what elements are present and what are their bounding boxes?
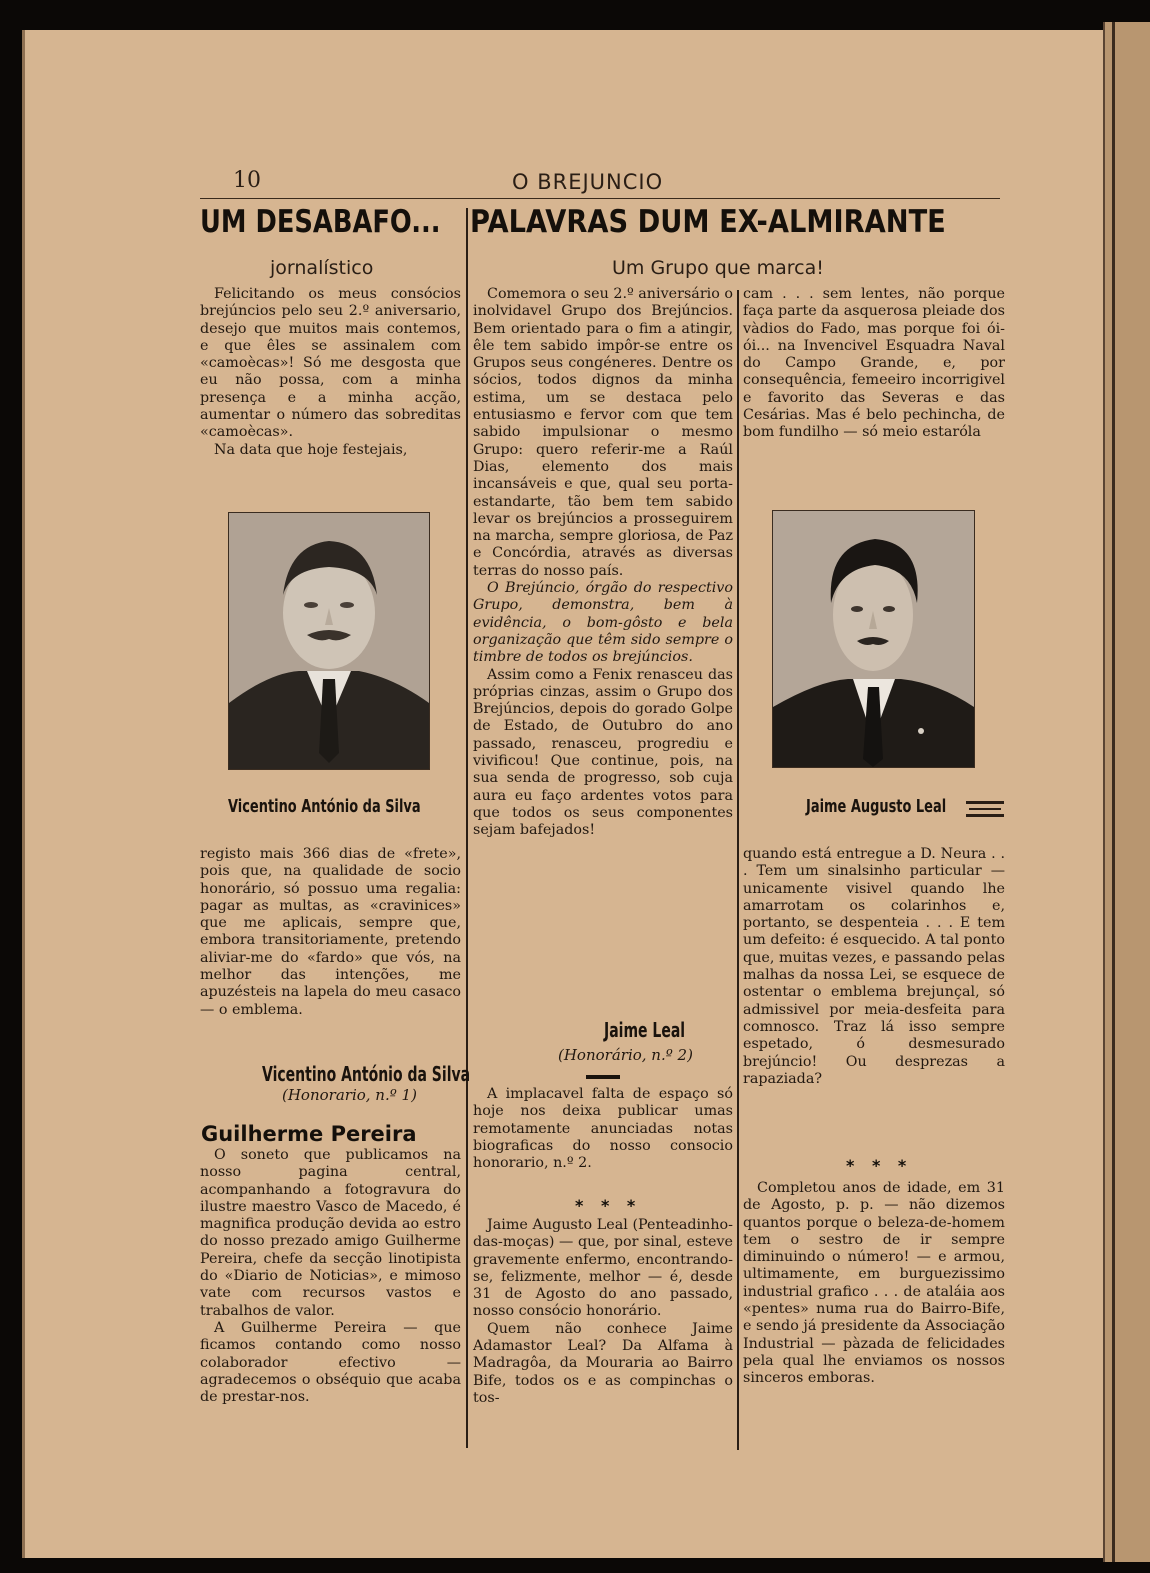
portrait-jaime	[772, 510, 975, 768]
middle-paragraph-1: Comemora o seu 2.º aniversário o inolvidavel Grupo dos Brejúncios. Bem orientado para o fim a atingir, êle tem sabido impôr-se entre os Grupos seus congéneres. Dentre os sócios, todos dignos da minha estima, um se destaca pelo entusiasmo e fervor com que tem sabido impulsionar o mesmo Grupo: quero referir-me a Raúl Dias, elemento dos mais incansáveis e que, qual seu porta-estandarte, tão bem tem sabido levar os brejúncios a prosseguirem na marcha, sempre gloriosa, de Paz e Concórdia, através as diversas terras do nosso país.	[473, 286, 733, 579]
middle-kicker: Um Grupo que marca!	[612, 257, 824, 279]
right-column-middle	[743, 846, 1005, 1088]
signature-jaime: Jaime Leal	[604, 1018, 686, 1042]
binding-line	[1112, 22, 1115, 1562]
left-paragraph-4: O soneto que publicamos na nosso pagina central, acompanhando a fotogravura do ilustre maestro Vasco de Macedo, é magnifica produção devida ao estro do nosso prezado amigo Guilherme Pereira, chefe da secção linotipista do «Diario de Noticias», e mimoso vate com recursos vastos e trabalhos de valor.	[200, 1147, 461, 1319]
left-kicker: jornalístico	[270, 257, 374, 279]
header-rule	[200, 198, 1000, 199]
left-paragraph-2: Na data que hoje festejais,	[214, 441, 408, 458]
middle-paragraph-2: O Brejúncio, órgão do respectivo Grupo, demonstra, bem à evidência, o bom-gôsto e bela organização que têm sido sempre o timbre de todos os brejúncios.	[473, 580, 733, 666]
signature-jaime-sub: (Honorário, n.º 2)	[558, 1046, 693, 1064]
right-column-bottom	[743, 1180, 1005, 1388]
middle-paragraph-6: Quem não conhece Jaime Adamastor Leal? Da Alfama à Madragôa, da Mouraria ao Bairro Bife, todos os e as compinchas o tos-	[473, 1320, 733, 1406]
column-rule-left	[466, 208, 468, 1448]
caption-vicentino: Vicentino António da Silva	[228, 796, 421, 817]
signature-vicentino-sub: (Honorario, n.º 1)	[282, 1086, 417, 1104]
left-paragraph-1: Felicitando os meus consócios brejúncios pelo seu 2.º aniversario, desejo que muitos mais contemos, e que êles se assinalem com «camoècas»! Só me desgosta que eu não possa, com a minha presença e a minha acção, aumentar o número das sobreditas «camoècas».	[200, 286, 461, 441]
caption-jaime: Jaime Augusto Leal	[806, 796, 947, 817]
subhead-guilherme: Guilherme Pereira	[201, 1122, 417, 1146]
left-column-middle	[200, 846, 461, 1019]
right-paragraph-1: cam . . . sem lentes, não porque faça parte da asquerosa pleiade dos vàdios do Fado, mas porque foi ói-ói... na Invencivel Esquadra Naval do Campo Grande, e, por consequência, femeeiro incorrigivel e favorito das Severas e das Cesárias. Mas é belo pechincha, de bom fundilho — só meio estaróla	[743, 286, 1005, 441]
page-left-edge	[22, 30, 25, 1558]
right-paragraph-2: quando está entregue a D. Neura . . . Tem um sinalsinho particular — unicamente visivel quando lhe amarrotam os colarinhos e, portanto, se despenteia . . . E tem um defeito: é esquecido. A tal ponto que, muitas vezes, e passando pelas malhas da nossa Lei, se esquece de ostentar o emblema brejunçal, só admissivel por meia-desfeita para comnosco. Traz lá isso sempre espetado, ó desmesurado brejúncio! Ou desprezas a rapaziada?	[743, 846, 1005, 1087]
page-number: 10	[233, 168, 261, 193]
right-column-top	[743, 286, 1005, 442]
stars-separator-right: * * *	[846, 1156, 913, 1175]
middle-headline: PALAVRAS DUM EX-ALMIRANTE	[470, 204, 946, 240]
middle-column-bottom-a	[473, 1086, 733, 1172]
left-paragraph-3: registo mais 366 dias de «frete», pois que, na qualidade de socio honorário, só possuo uma regalia: pagar as multas, as «cravinices» que me aplicais, sempre que, embora transitoriamente, pretendo aliviar-me do «fardo» que vós, na melhor das intenções, me apuzésteis na lapela do meu casaco — o emblema.	[200, 846, 461, 1018]
signature-vicentino: Vicentino António da Silva	[262, 1062, 471, 1086]
right-paragraph-3: Completou anos de idade, em 31 de Agosto, p. p. — não dizemos quantos porque o beleza-de-homem tem o sestro de ir sempre diminuindo o número! — e armou, ultimamente, em burguezissimo industrial grafico . . . de ataláia aos «pentes» numa rua do Bairro-Bife, e sendo já presidente da Associação Industrial — pàzada de felicidades pela qual lhe enviamos os nossos sinceros emboras.	[743, 1180, 1005, 1387]
masthead-title: O BREJUNCIO	[512, 170, 664, 194]
portrait-vicentino	[228, 512, 430, 770]
middle-column-bottom-b	[473, 1217, 733, 1407]
ornament-icon	[966, 799, 1004, 821]
column-rule-right	[737, 290, 739, 1450]
section-divider	[586, 1075, 620, 1079]
left-paragraph-5: A Guilherme Pereira — que ficamos contando como nosso colaborador efectivo — agradecemos o obséquio que acaba de prestar-nos.	[200, 1319, 461, 1406]
left-column-bottom	[200, 1147, 461, 1406]
middle-paragraph-3: Assim como a Fenix renasceu das próprias cinzas, assim o Grupo dos Brejúncios, depois do gorado Golpe de Estado, de Outubro do ano passado, renasceu, progrediu e vivificou! Que continue, pois, na sua senda de progresso, sob cuja aura eu faço ardentes votos para que todos os seus componentes sejam bafejados!	[473, 666, 733, 839]
left-column-top	[200, 286, 461, 459]
middle-column-top	[473, 286, 733, 840]
middle-paragraph-4: A implacavel falta de espaço só hoje nos deixa publicar umas remotamente anunciadas notas biograficas do nosso consocio honorario, n.º 2.	[473, 1086, 733, 1172]
stars-separator-middle: * * *	[575, 1196, 642, 1215]
left-headline: UM DESABAFO...	[200, 204, 441, 240]
binding-gutter	[1103, 22, 1150, 1562]
middle-paragraph-5: Jaime Augusto Leal (Penteadinho-das-moças) — que, por sinal, esteve gravemente enfermo, encontrando-se, felizmente, melhor — é, desde 31 de Agosto do ano passado, nosso consócio honorário.	[473, 1217, 733, 1320]
